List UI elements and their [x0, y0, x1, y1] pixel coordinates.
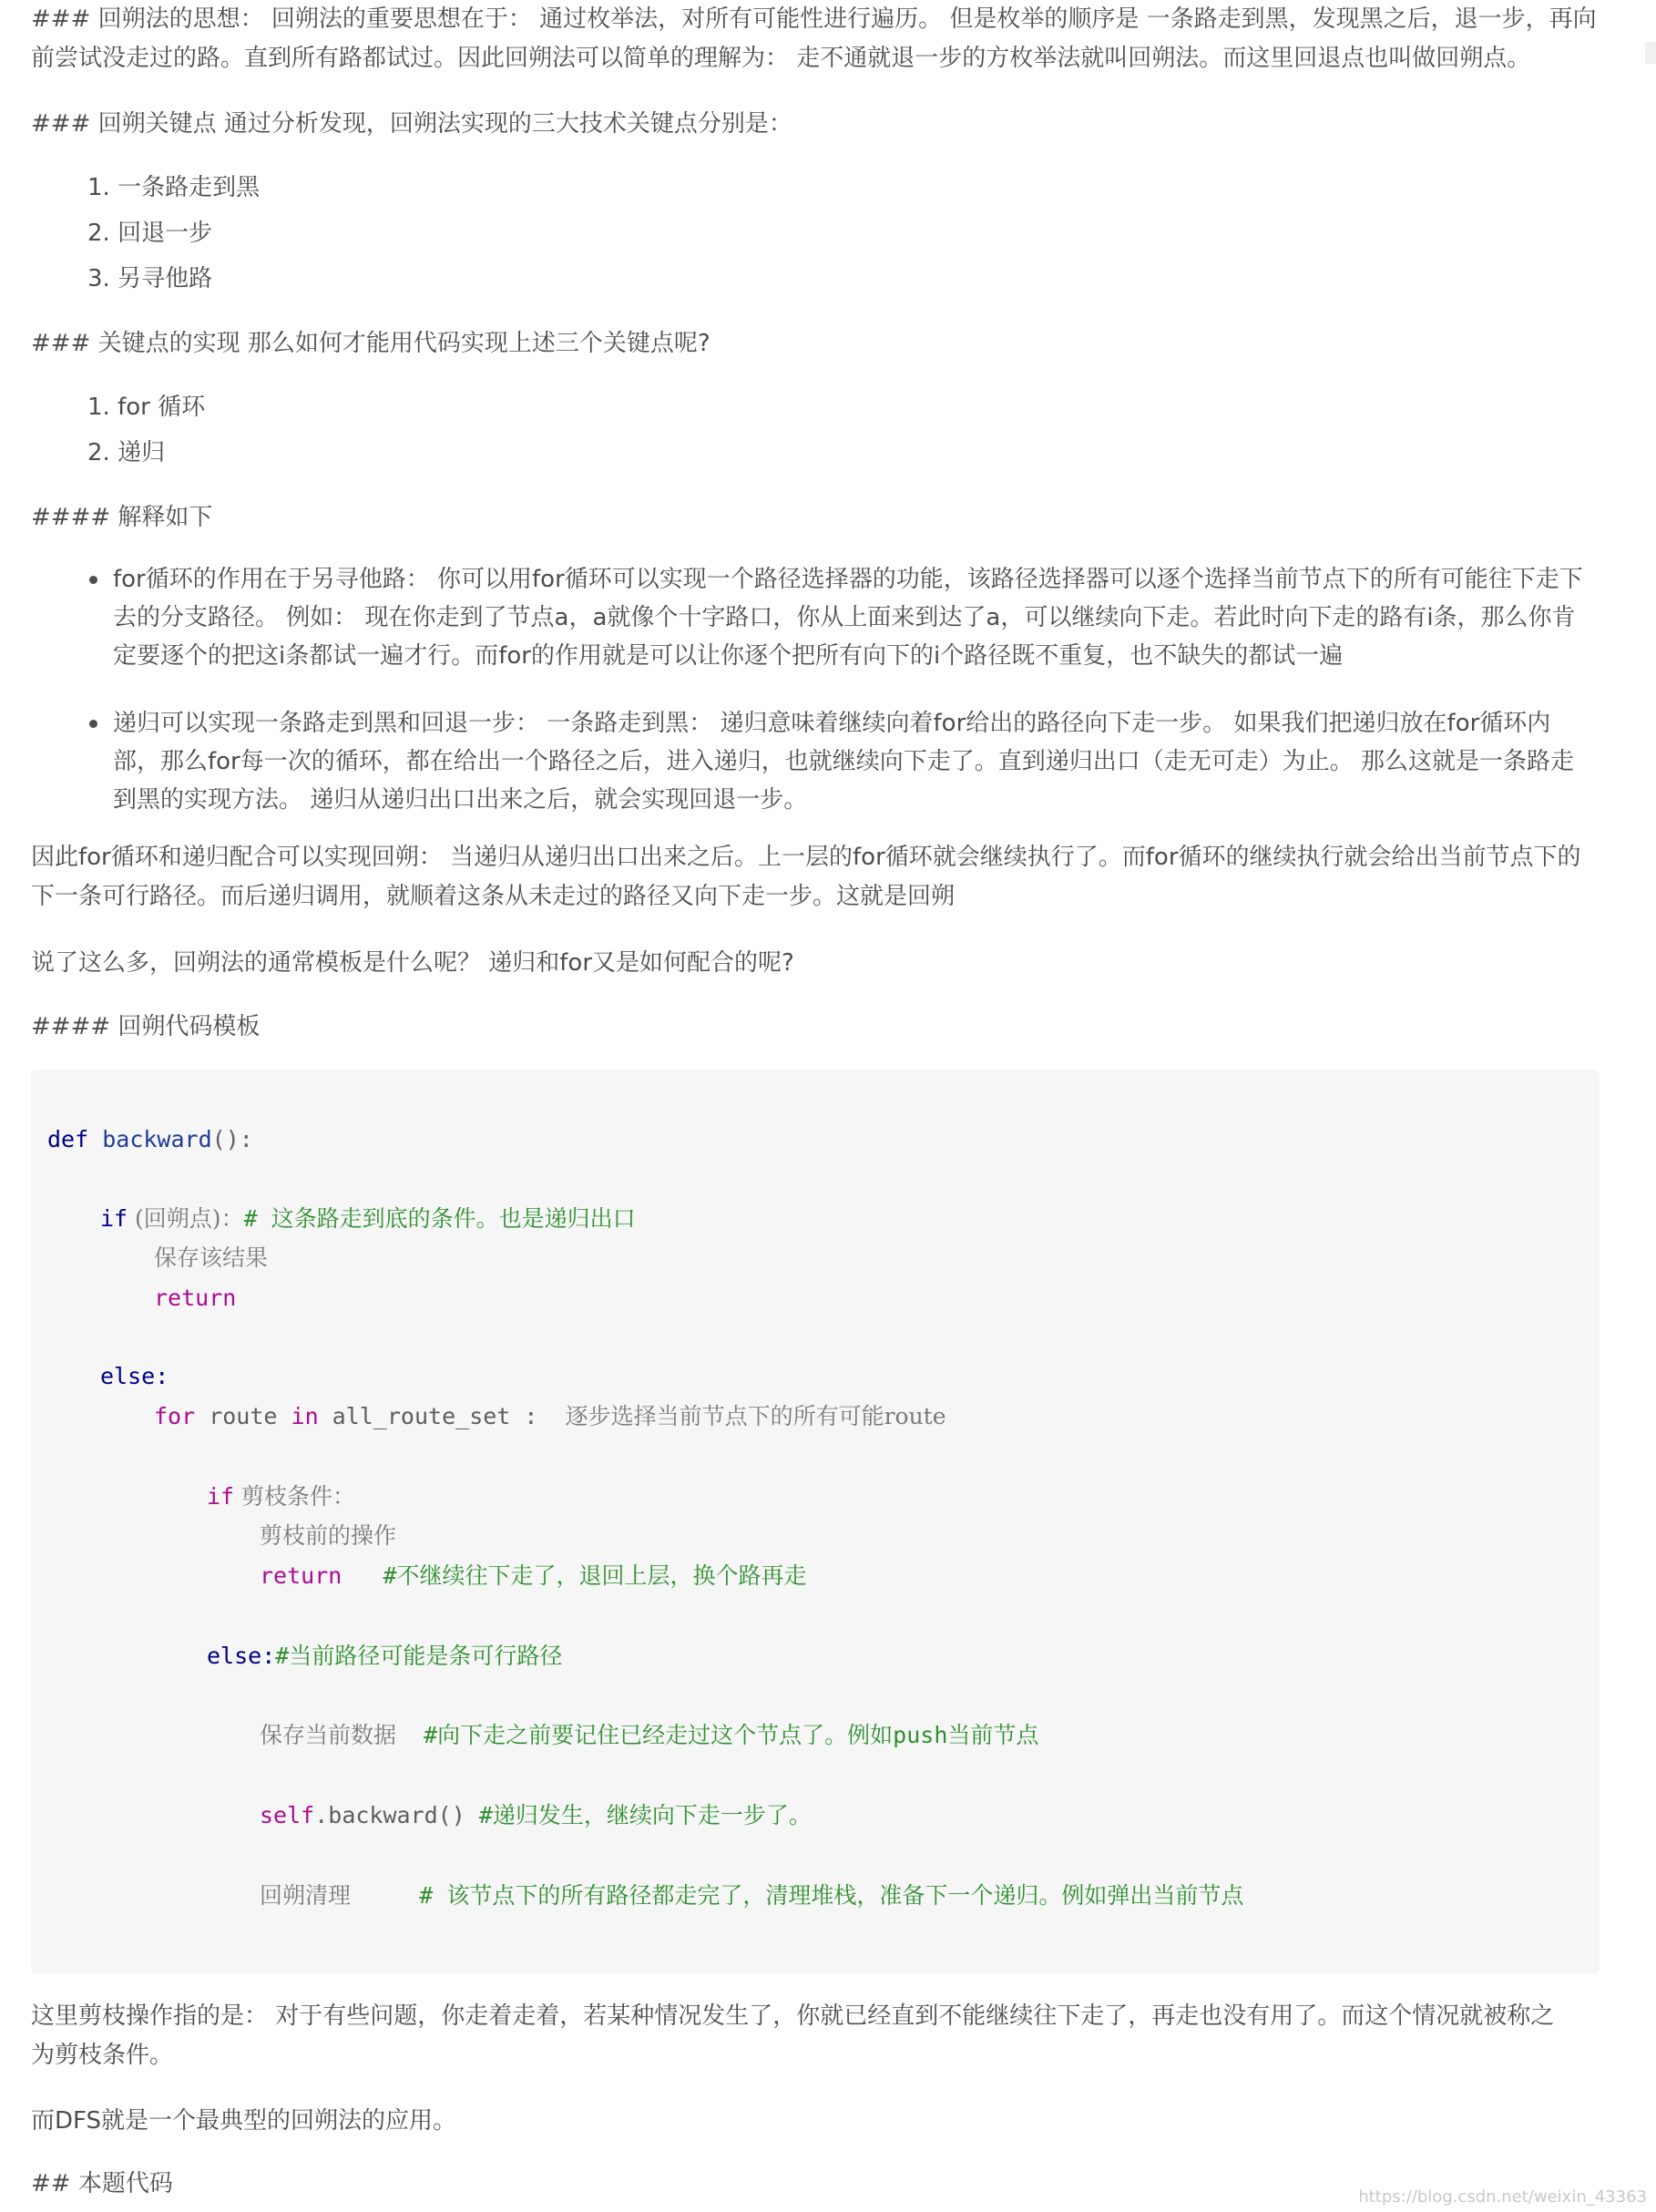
keyword: return	[260, 1562, 342, 1589]
code-line-def	[47, 1126, 253, 1153]
code-text: 剪枝前的操作	[260, 1522, 397, 1549]
paragraph-combination	[31, 838, 1581, 917]
scrollbar[interactable]	[1645, 42, 1656, 64]
paragraph-backtracking-idea	[31, 0, 1597, 78]
key-points-list	[31, 165, 260, 302]
code-comment: # 这条路走到底的条件。也是递归出口	[243, 1205, 636, 1232]
code-text: .backward()	[314, 1802, 465, 1828]
text-line: 因此for循环和递归配合可以实现回朔： 当递归从递归出口出来之后。上一层的for循环就会继续执行了。而for循环的继续执行就会给出当前节点下的	[31, 844, 1581, 871]
code-comment: #当前路径可能是条可行路径	[275, 1643, 563, 1669]
bullet-icon	[89, 720, 97, 728]
code-text: (回朔点)：	[128, 1205, 244, 1232]
keyword: else:	[207, 1643, 276, 1669]
code-line-return	[154, 1285, 236, 1312]
code-line-return-prune	[260, 1562, 807, 1590]
bullet-icon	[89, 576, 97, 584]
heading-code-template: #### 回朔代码模板	[31, 1013, 261, 1040]
text-line: 这里剪枝操作指的是： 对于有些问题，你走着走着，若某种情况发生了，你就已经直到不能继续往下走了，再走也没有用了。而这个情况就被称之	[31, 2002, 1555, 2030]
keyword: in	[291, 1403, 319, 1429]
text-line: 前尝试没走过的路。直到所有路都试过。因此回朔法可以简单的理解为： 走不通就退一步的方枚举法就叫回朔法。而这里回退点也叫做回朔点。	[31, 45, 1531, 72]
code-text: 保存该结果	[154, 1244, 269, 1271]
text-line: for循环的作用在于另寻他路： 你可以用for循环可以实现一个路径选择器的功能，该路径选择器可以逐个选择当前节点下的所有可能往下走下	[113, 566, 1583, 593]
text-line: 下一条可行路径。而后递归调用，就顺着这条从未走过的路径又向下走一步。这就是回朔	[31, 883, 956, 910]
code-line-cleanup	[260, 1882, 1243, 1910]
code-text: 回朔清理	[260, 1882, 352, 1909]
code-comment: #向下走之前要记住已经走过这个节点了。例如push当前节点	[396, 1722, 1039, 1748]
watermark: https://blog.csdn.net/weixin_43363	[1358, 2187, 1647, 2207]
keyword: self	[260, 1802, 315, 1828]
list-item	[31, 560, 1603, 675]
code-comment: #递归发生，继续向下走一步了。	[465, 1802, 812, 1828]
heading-implementation: ### 关键点的实现 那么如何才能用代码实现上述三个关键点呢?	[31, 330, 710, 357]
paragraph-dfs: 而DFS就是一个最典型的回朔法的应用。	[31, 2107, 457, 2135]
list-item: 2. 回退一步	[87, 220, 213, 247]
code-comment: # 该节点下的所有路径都走完了，清理堆栈，准备下一个递归。例如弹出当前节点	[351, 1882, 1244, 1909]
code-line-save-result	[154, 1244, 268, 1272]
list-item: 1. 一条路走到黑	[87, 174, 261, 201]
text-line: 去的分支路径。 例如： 现在你走到了节点a，a就像个十字路口，你从上面来到达了a，可以继续向下走。若此时向下走的路有i条，那么你肯	[113, 604, 1576, 631]
heading-key-points: ### 回朔关键点 通过分析发现，回朔法实现的三大技术关键点分别是：	[31, 110, 792, 138]
paragraph-pruning	[31, 1997, 1554, 2075]
explanation-list	[31, 560, 1603, 819]
list-item: 3. 另寻他路	[87, 265, 213, 292]
code-comment: #不继续往下走了，退回上层，换个路再走	[342, 1562, 807, 1589]
code-text: 保存当前数据	[260, 1722, 397, 1748]
code-block	[31, 1070, 1600, 1973]
code-text: route	[195, 1403, 291, 1429]
code-line-else	[100, 1363, 169, 1390]
function-name: backward	[102, 1126, 212, 1152]
list-item	[31, 704, 1603, 819]
code-line-if	[100, 1205, 636, 1233]
keyword: def	[47, 1126, 89, 1152]
code-line-if-prune	[207, 1483, 355, 1511]
text-line: 部，那么for每一次的循环，都在给出一个路径之后，进入递归，也就继续向下走了。直到递归出口（走无可走）为止。 那么这就是一条路走	[113, 748, 1575, 775]
code-line-else-path	[207, 1643, 562, 1670]
punctuation: ():	[211, 1126, 253, 1152]
code-line-prune-before	[260, 1522, 396, 1550]
code-text: all_route_set :	[318, 1403, 566, 1429]
implementation-list	[31, 384, 205, 476]
keyword: if	[100, 1205, 128, 1232]
text-line: 为剪枝条件。	[31, 2042, 174, 2069]
paragraph-question: 说了这么多，回朔法的通常模板是什么呢？ 递归和for又是如何配合的呢?	[31, 949, 794, 977]
keyword: for	[154, 1403, 196, 1429]
keyword: else:	[100, 1363, 169, 1389]
text-line: 递归可以实现一条路走到黑和回退一步： 一条路走到黑： 递归意味着继续向着for给出的路径向下走一步。 如果我们把递归放在for循环内	[113, 710, 1551, 737]
keyword: if	[207, 1483, 235, 1510]
text-line: 到黑的实现方法。 递归从递归出口出来之后，就会实现回退一步。	[113, 786, 808, 814]
heading-problem-code: ## 本题代码	[31, 2170, 173, 2197]
code-line-for	[154, 1403, 946, 1430]
heading-explanation: #### 解释如下	[31, 504, 213, 531]
list-item: 1. for 循环	[87, 394, 206, 421]
code-text: 剪枝条件：	[234, 1483, 356, 1510]
keyword: return	[154, 1285, 237, 1311]
text-line: ### 回朔法的思想： 回朔法的重要思想在于： 通过枚举法，对所有可能性进行遍历。 但是枚举的顺序是 一条路走到黑，发现黑之后，退一步，再向	[31, 5, 1597, 33]
code-text: 逐步选择当前节点下的所有可能route	[565, 1403, 946, 1429]
code-line-recursion	[260, 1802, 812, 1829]
code-line-save-current	[260, 1722, 1038, 1749]
list-item: 2. 递归	[87, 439, 166, 466]
text-line: 定要逐个的把这i条都试一遍才行。而for的作用就是可以让你逐个把所有向下的i个路径既不重复，也不缺失的都试一遍	[113, 642, 1344, 670]
